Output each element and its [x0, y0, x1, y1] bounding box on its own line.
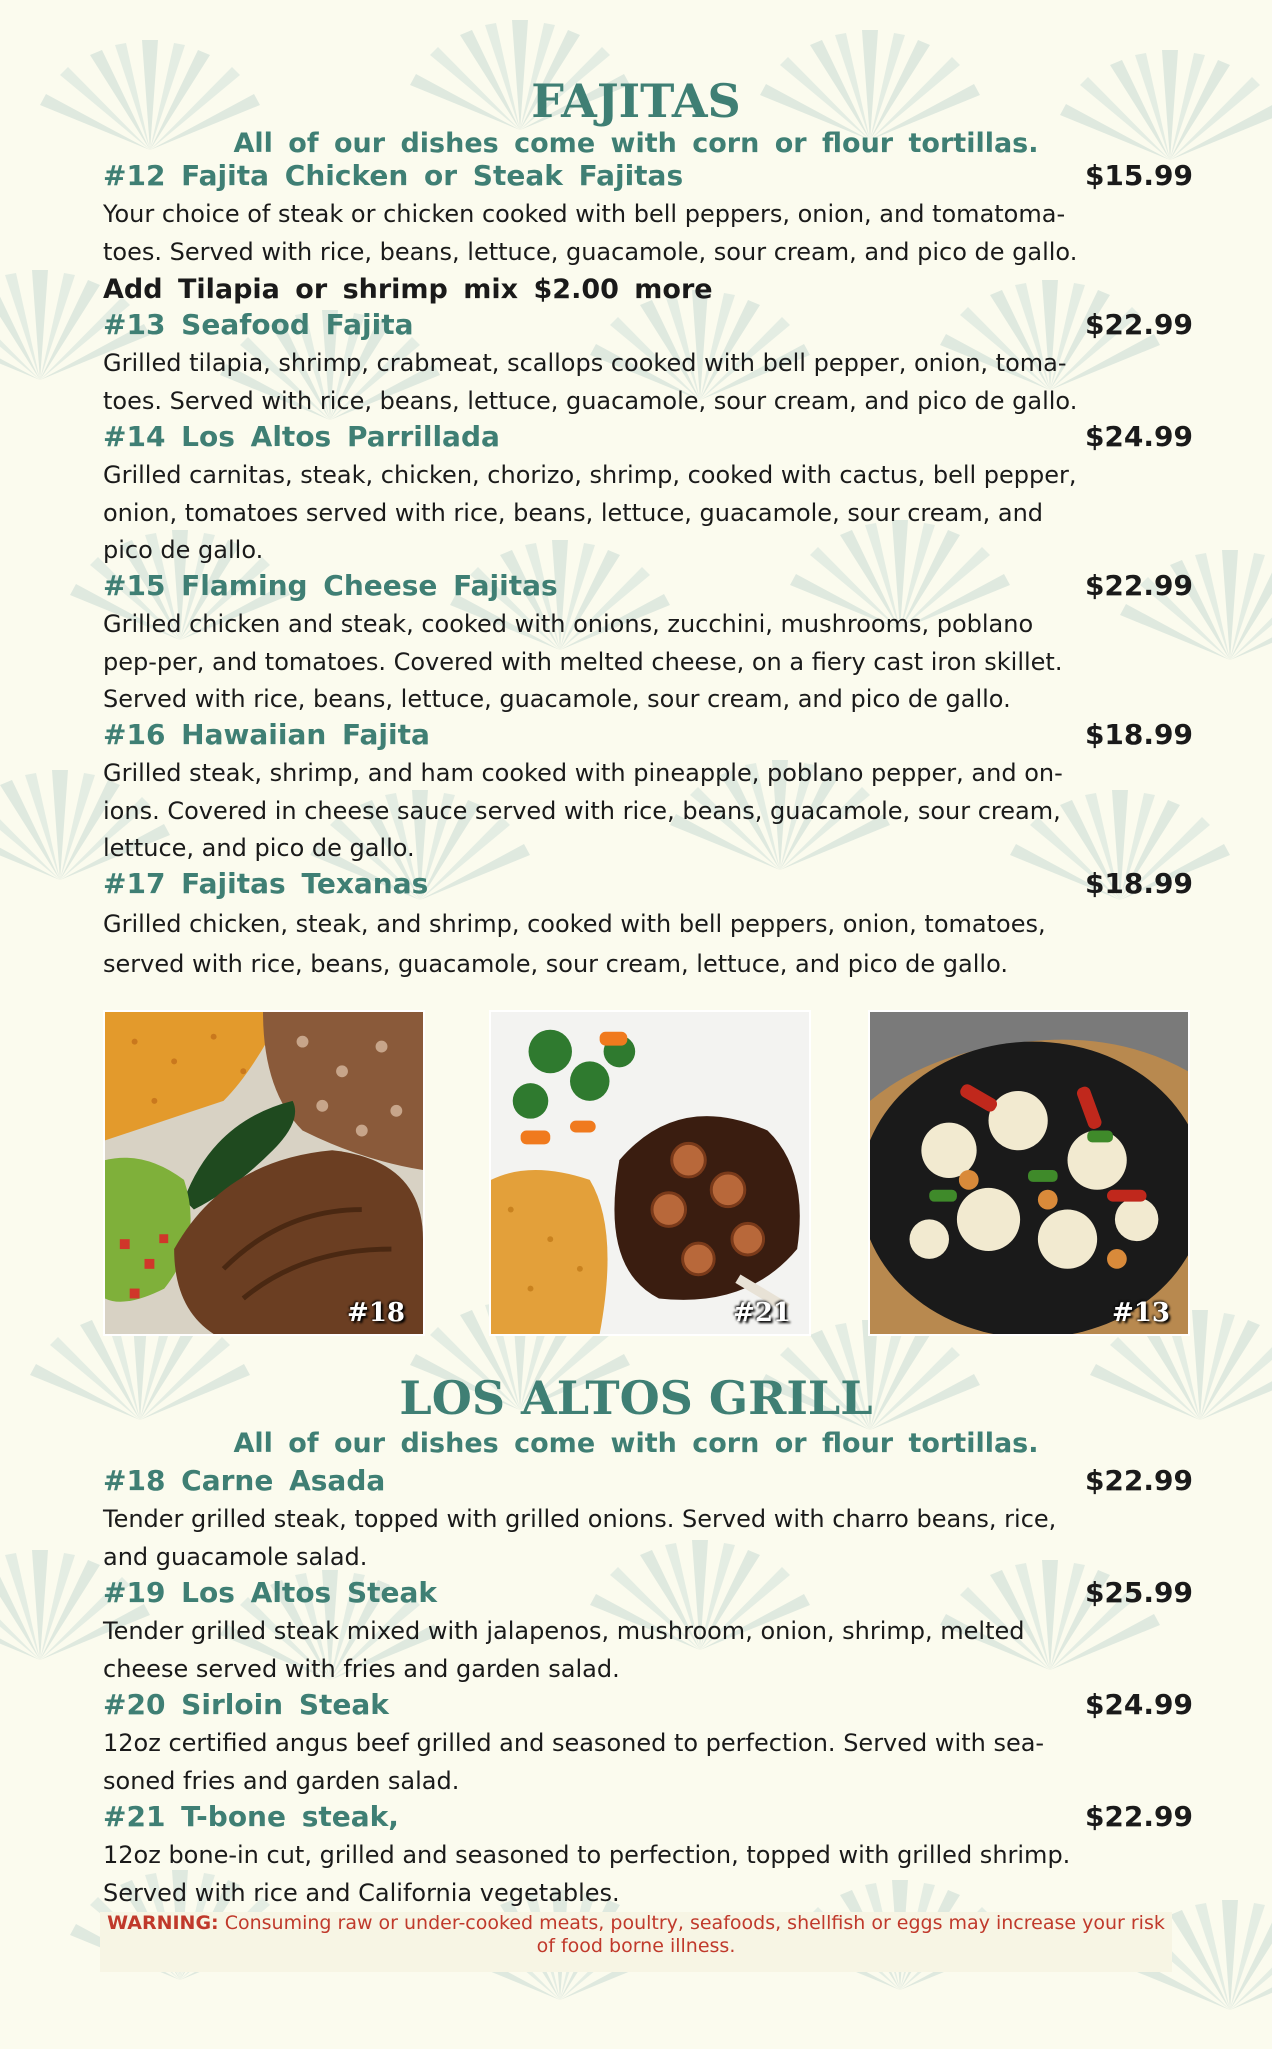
photo-t-bone — [489, 1010, 811, 1336]
menu-item-price: $22.99 — [1084, 569, 1193, 602]
photo-tag: #21 — [733, 1298, 791, 1328]
menu-item-description: Grilled chicken and steak, cooked with onions, zucchini, mushrooms, poblano pep-per, and tomatoes. Covered with melted cheese, on a fiery cast iron skillet. Served with rice, beans, lettuce, guacamole, sour cream, and pico de gallo. — [103, 610, 1063, 713]
menu-item-name: #15 Flaming Cheese Fajitas — [103, 569, 558, 602]
menu-item-name: #18 Carne Asada — [103, 1464, 386, 1497]
menu-item-description: Grilled carnitas, steak, chicken, chorizo, shrimp, cooked with cactus, bell pepper, onion, tomatoes served with rice, beans, lettuce, guacamole, sour cream, and pico de gallo. — [103, 461, 1077, 564]
menu-item-price: $18.99 — [1084, 867, 1193, 900]
menu-item-name: #16 Hawaiian Fajita — [103, 718, 430, 751]
menu-item-price: $24.99 — [1084, 1688, 1193, 1721]
photo-tag: #13 — [1112, 1298, 1170, 1328]
menu-item-price: $18.99 — [1084, 718, 1193, 751]
menu-item-20 — [103, 1688, 1193, 1800]
menu-item-description: 12oz bone-in cut, grilled and seasoned to perfection, topped with grilled shrimp. Served with rice and California vegetables. — [103, 1841, 1071, 1907]
menu-item-description: 12oz certified angus beef grilled and seasoned to perfection. Served with sea-soned fries and garden salad. — [103, 1729, 1045, 1795]
photo-seafood-fajita — [868, 1010, 1190, 1336]
menu-item-18 — [103, 1464, 1193, 1576]
food-photo-illustration — [105, 1012, 423, 1334]
warning-text: Consuming raw or under-cooked meats, poultry, seafoods, shellfish or eggs may increase your risk of food borne illness. — [224, 1912, 1165, 1957]
menu-item-name: #19 Los Altos Steak — [103, 1576, 438, 1609]
menu-item-name: #17 Fajitas Texanas — [103, 867, 429, 900]
menu-item-price: $22.99 — [1084, 1464, 1193, 1497]
menu-item-16 — [103, 718, 1193, 868]
menu-item-name: #14 Los Altos Parrillada — [103, 420, 500, 453]
grill-subtitle: All of our dishes come with corn or flour tortillas. — [233, 1428, 1039, 1459]
menu-item-name: #13 Seafood Fajita — [103, 308, 414, 341]
menu-item-price: $15.99 — [1084, 159, 1193, 192]
menu-item-description: Tender grilled steak, topped with grilled onions. Served with charro beans, rice, and guacamole salad. — [103, 1505, 1057, 1571]
menu-item-21 — [103, 1800, 1193, 1912]
menu-item-description: Your choice of steak or chicken cooked with bell peppers, onion, and tomatoma-toes. Served with rice, beans, lettuce, guacamole, sour cream, and pico de gallo. — [103, 200, 1078, 266]
menu-item-description: Tender grilled steak mixed with jalapenos, mushroom, onion, shrimp, melted cheese served with fries and garden salad. — [103, 1617, 1025, 1683]
menu-item-14 — [103, 420, 1193, 570]
menu-item-price: $22.99 — [1084, 308, 1193, 341]
menu-item-description: Grilled tilapia, shrimp, crabmeat, scallops cooked with bell pepper, onion, toma-toes. Served with rice, beans, lettuce, guacamole, sour cream, and pico de gallo. — [103, 349, 1078, 415]
menu-item-addon: Add Tilapia or shrimp mix $2.00 more — [103, 274, 713, 305]
menu-item-description: Grilled chicken, steak, and shrimp, cooked with bell peppers, onion, tomatoes, served with rice, beans, guacamole, sour cream, lettuce, and pico de gallo. — [103, 910, 1046, 978]
fajitas-subtitle: All of our dishes come with corn or flour tortillas. — [233, 128, 1039, 159]
menu-item-19 — [103, 1576, 1193, 1688]
photo-carne-asada — [103, 1010, 425, 1336]
menu-item-description: Grilled steak, shrimp, and ham cooked with pineapple, poblano pepper, and on-ions. Covered in cheese sauce served with rice, beans, guacamole, sour cream, lettuce, and pico de gallo. — [103, 759, 1063, 862]
warning-label: WARNING: — [107, 1912, 219, 1934]
menu-item-name: #20 Sirloin Steak — [103, 1688, 389, 1721]
menu-item-price: $25.99 — [1084, 1576, 1193, 1609]
menu-item-price: $22.99 — [1084, 1800, 1193, 1833]
photo-tag: #18 — [347, 1298, 405, 1328]
food-photo-illustration — [491, 1012, 809, 1334]
menu-item-name: #12 Fajita Chicken or Steak Fajitas — [103, 159, 684, 192]
menu-item-15 — [103, 569, 1193, 719]
grill-title: LOS ALTOS GRILL — [399, 1371, 873, 1425]
menu-item-13 — [103, 308, 1193, 420]
menu-item-17 — [103, 867, 1193, 984]
menu-item-name: #21 T-bone steak, — [103, 1800, 399, 1833]
food-safety-warning — [100, 1912, 1172, 1972]
food-photo-illustration — [870, 1012, 1188, 1334]
menu-item-price: $24.99 — [1084, 420, 1193, 453]
menu-item-12 — [103, 159, 1193, 308]
fajitas-title: FAJITAS — [531, 74, 741, 128]
